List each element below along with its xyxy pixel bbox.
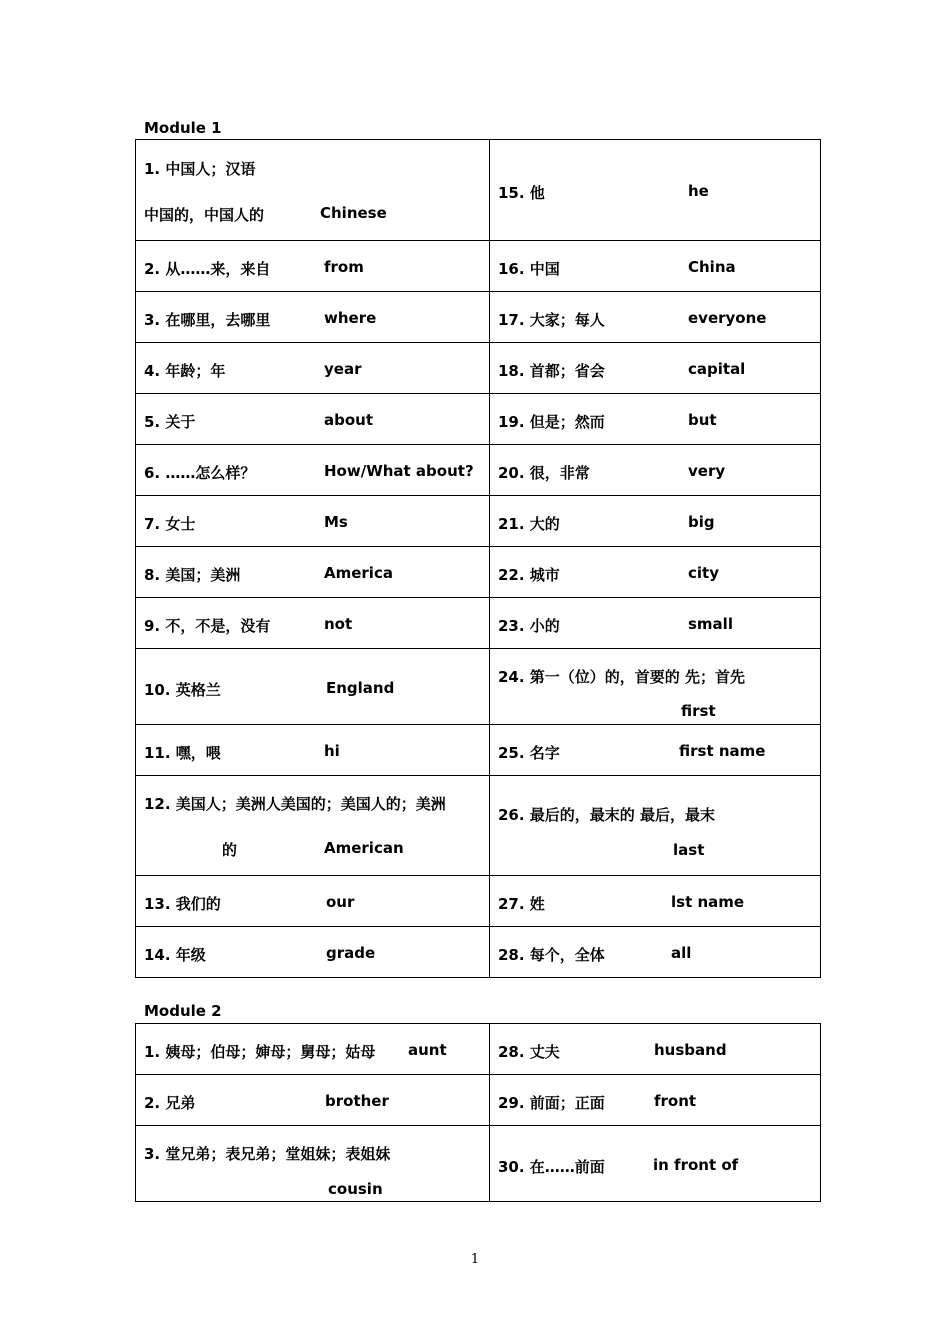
vocab-chinese: 2. 兄弟 xyxy=(144,1094,196,1112)
vocab-cell xyxy=(490,1024,821,1075)
vocab-english: in front of xyxy=(653,1156,739,1174)
vocab-chinese: 17. 大家；每人 xyxy=(498,311,605,329)
vocab-chinese: 26. 最后的，最末的 最后，最末 xyxy=(498,806,716,824)
vocab-cell xyxy=(490,598,821,649)
vocab-cell xyxy=(490,547,821,598)
vocab-english: husband xyxy=(654,1041,727,1059)
vocab-english: aunt xyxy=(408,1041,447,1059)
module-2-title: Module 2 xyxy=(144,1002,222,1020)
vocab-cell xyxy=(490,496,821,547)
vocab-chinese: 1. 姨母；伯母；婶母；舅母；姑母 xyxy=(144,1043,376,1061)
vocab-cell xyxy=(490,1126,821,1202)
vocab-chinese: 23. 小的 xyxy=(498,617,560,635)
vocab-english: American xyxy=(324,839,404,857)
vocab-chinese: 28. 每个，全体 xyxy=(498,946,605,964)
vocab-chinese: 28. 丈夫 xyxy=(498,1043,560,1061)
vocab-chinese: 3. 堂兄弟；表兄弟；堂姐妹；表姐妹 xyxy=(144,1145,391,1163)
vocab-chinese: 27. 姓 xyxy=(498,895,545,913)
vocab-chinese: 9. 不，不是，没有 xyxy=(144,617,271,635)
vocab-cell xyxy=(136,876,490,927)
vocab-chinese: 22. 城市 xyxy=(498,566,560,584)
vocab-english: year xyxy=(324,360,362,378)
vocab-english: cousin xyxy=(328,1180,383,1198)
vocab-chinese: 30. 在……前面 xyxy=(498,1158,605,1176)
vocab-cell xyxy=(490,445,821,496)
vocab-chinese: 1. 中国人；汉语 xyxy=(144,160,256,178)
vocab-chinese: 18. 首都；省会 xyxy=(498,362,605,380)
vocab-cell xyxy=(490,292,821,343)
vocab-cell xyxy=(490,1075,821,1126)
vocab-cell xyxy=(136,496,490,547)
vocab-chinese: 4. 年龄；年 xyxy=(144,362,226,380)
vocab-cell xyxy=(490,394,821,445)
vocab-cell xyxy=(136,1075,490,1126)
vocab-english: China xyxy=(688,258,736,276)
vocab-chinese-line2: 的 xyxy=(222,841,238,859)
vocab-english: brother xyxy=(325,1092,389,1110)
vocab-english: about xyxy=(324,411,374,429)
vocab-cell xyxy=(490,140,821,241)
vocab-english: capital xyxy=(688,360,746,378)
vocab-chinese: 10. 英格兰 xyxy=(144,681,221,699)
vocab-english: front xyxy=(654,1092,697,1110)
vocab-chinese: 25. 名字 xyxy=(498,744,560,762)
vocab-chinese: 2. 从……来，来自 xyxy=(144,260,271,278)
vocab-chinese: 6. ……怎么样？ xyxy=(144,464,256,482)
vocab-cell xyxy=(136,725,490,776)
vocab-cell xyxy=(136,547,490,598)
vocab-english: America xyxy=(324,564,393,582)
vocab-cell xyxy=(490,241,821,292)
vocab-cell xyxy=(490,343,821,394)
vocab-cell xyxy=(136,394,490,445)
vocab-english: grade xyxy=(326,944,376,962)
vocab-cell xyxy=(136,598,490,649)
vocab-chinese: 13. 我们的 xyxy=(144,895,221,913)
vocab-cell xyxy=(136,241,490,292)
vocab-english: but xyxy=(688,411,717,429)
vocab-english: big xyxy=(688,513,715,531)
vocab-cell xyxy=(490,927,821,978)
vocab-chinese: 5. 关于 xyxy=(144,413,196,431)
vocab-english: from xyxy=(324,258,364,276)
vocab-chinese: 29. 前面；正面 xyxy=(498,1094,605,1112)
vocab-cell xyxy=(136,343,490,394)
module-1-table xyxy=(135,139,821,978)
vocab-english: lst name xyxy=(671,893,745,911)
vocab-chinese: 8. 美国；美洲 xyxy=(144,566,241,584)
vocab-chinese: 7. 女士 xyxy=(144,515,196,533)
vocab-chinese: 15. 他 xyxy=(498,184,545,202)
page-number: 1 xyxy=(470,1252,480,1267)
vocab-cell xyxy=(136,1024,490,1075)
vocab-cell xyxy=(490,876,821,927)
vocab-english: very xyxy=(688,462,726,480)
vocab-chinese: 14. 年级 xyxy=(144,946,206,964)
vocab-english: not xyxy=(324,615,353,633)
vocab-english: our xyxy=(326,893,355,911)
vocab-english: all xyxy=(671,944,692,962)
module-2-table xyxy=(135,1023,821,1202)
vocab-chinese: 16. 中国 xyxy=(498,260,560,278)
vocab-english: How/What about? xyxy=(324,462,474,480)
vocab-english: Ms xyxy=(324,513,348,531)
vocab-english: he xyxy=(688,182,709,200)
vocab-cell xyxy=(490,776,821,876)
vocab-cell xyxy=(136,1126,490,1202)
vocab-english: city xyxy=(688,564,719,582)
vocab-cell xyxy=(136,927,490,978)
vocab-english: hi xyxy=(324,742,340,760)
module-1-title: Module 1 xyxy=(144,119,222,137)
vocab-chinese-line2: 中国的，中国人的 xyxy=(144,206,265,224)
vocab-cell xyxy=(136,649,490,725)
vocab-cell xyxy=(490,649,821,725)
vocab-english: first name xyxy=(679,742,766,760)
vocab-english: small xyxy=(688,615,733,633)
vocab-english: Chinese xyxy=(320,204,387,222)
vocab-chinese: 21. 大的 xyxy=(498,515,560,533)
vocab-cell xyxy=(490,725,821,776)
vocab-cell xyxy=(136,776,490,876)
vocab-english: first xyxy=(681,702,716,720)
vocab-english: everyone xyxy=(688,309,767,327)
vocab-chinese: 12. 美国人；美洲人美国的；美国人的；美洲 xyxy=(144,795,446,813)
vocab-chinese: 3. 在哪里，去哪里 xyxy=(144,311,271,329)
vocab-chinese: 19. 但是；然而 xyxy=(498,413,605,431)
vocab-cell xyxy=(136,140,490,241)
vocab-chinese: 11. 嘿，喂 xyxy=(144,744,221,762)
vocab-english: England xyxy=(326,679,395,697)
vocab-chinese: 24. 第一（位）的，首要的 先；首先 xyxy=(498,668,746,686)
vocab-cell xyxy=(136,445,490,496)
vocab-cell xyxy=(136,292,490,343)
vocab-chinese: 20. 很，非常 xyxy=(498,464,590,482)
vocab-english: last xyxy=(673,841,705,859)
vocab-english: where xyxy=(324,309,377,327)
